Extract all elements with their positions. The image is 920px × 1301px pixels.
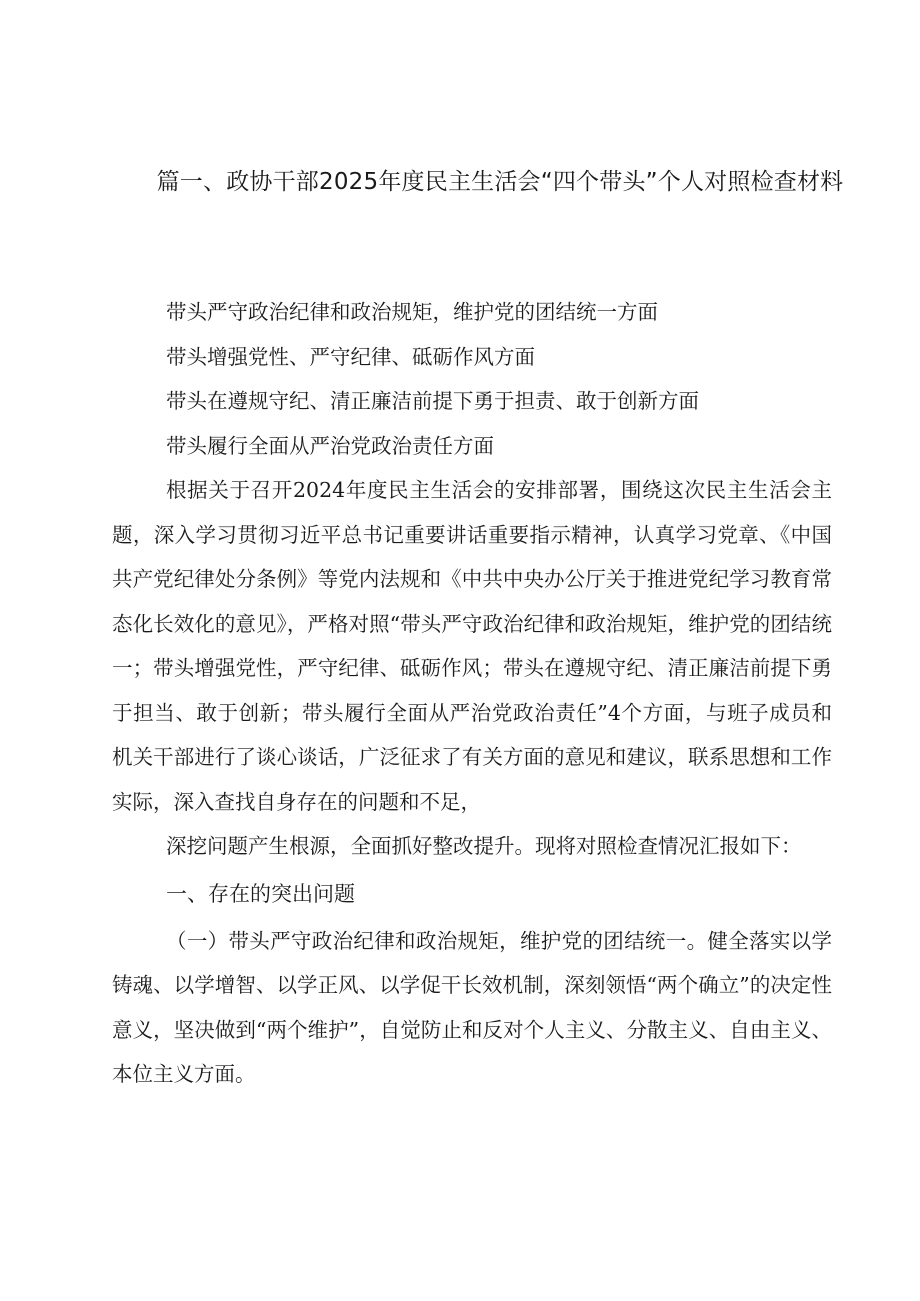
aspect-item-3: 带头在遵规守纪、清正廉洁前提下勇于担责、敢于创新方面 — [166, 389, 699, 413]
section-heading: 一、存在的突出问题 — [166, 881, 355, 906]
aspect-item-4: 带头履行全面从严治党政治责任方面 — [166, 433, 494, 458]
aspect-item-2: 带头增强党性、严守纪律、砥砺作风方面 — [166, 344, 535, 369]
intro-paragraph: 根据关于召开2024年度民主生活会的安排部署，围绕这次民主生活会主题，深入学习贯彻习近平总书记重要讲话重要指示精神，认真学习党章、《中国共产党纪律处分条例》等党内法规和《中共中央办公厅关于推进党纪学习教育常态化长效化的意见》，严格对照“带头严守政治纪律和政治规矩，维护党的团结统一；带头增强党性，严守纪律、砥砺作风；带头在遵规守纪、清正廉洁前提下勇于担当、敢于创新；带头履行全面从严治党政治责任”4个方面，与班子成员和机关干部进行了谈心谈话，广泛征求了有关方面的意见和建议，联系思想和工作实际，深入查找自身存在的问题和不足， — [112, 478, 832, 814]
section-one-paragraph: （一）带头严守政治纪律和政治规矩，维护党的团结统一。健全落实以学铸魂、以学增智、以学正风、以学促干长效机制，深刻领悟“两个确立”的决定性意义，坚决做到“两个维护”，自觉防止和反对个人主义、分散主义、自由主义、本位主义方面。 — [112, 928, 832, 1086]
document-title: 篇一、政协干部2025年度民主生活会“四个带头”个人对照检查材料 — [156, 169, 844, 195]
second-paragraph: 深挖问题产生根源，全面抓好整改提升。现将对照检查情况汇报如下： — [166, 834, 802, 858]
document-body — [112, 290, 832, 1097]
aspect-item-1: 带头严守政治纪律和政治规矩，维护党的团结统一方面 — [166, 300, 658, 324]
